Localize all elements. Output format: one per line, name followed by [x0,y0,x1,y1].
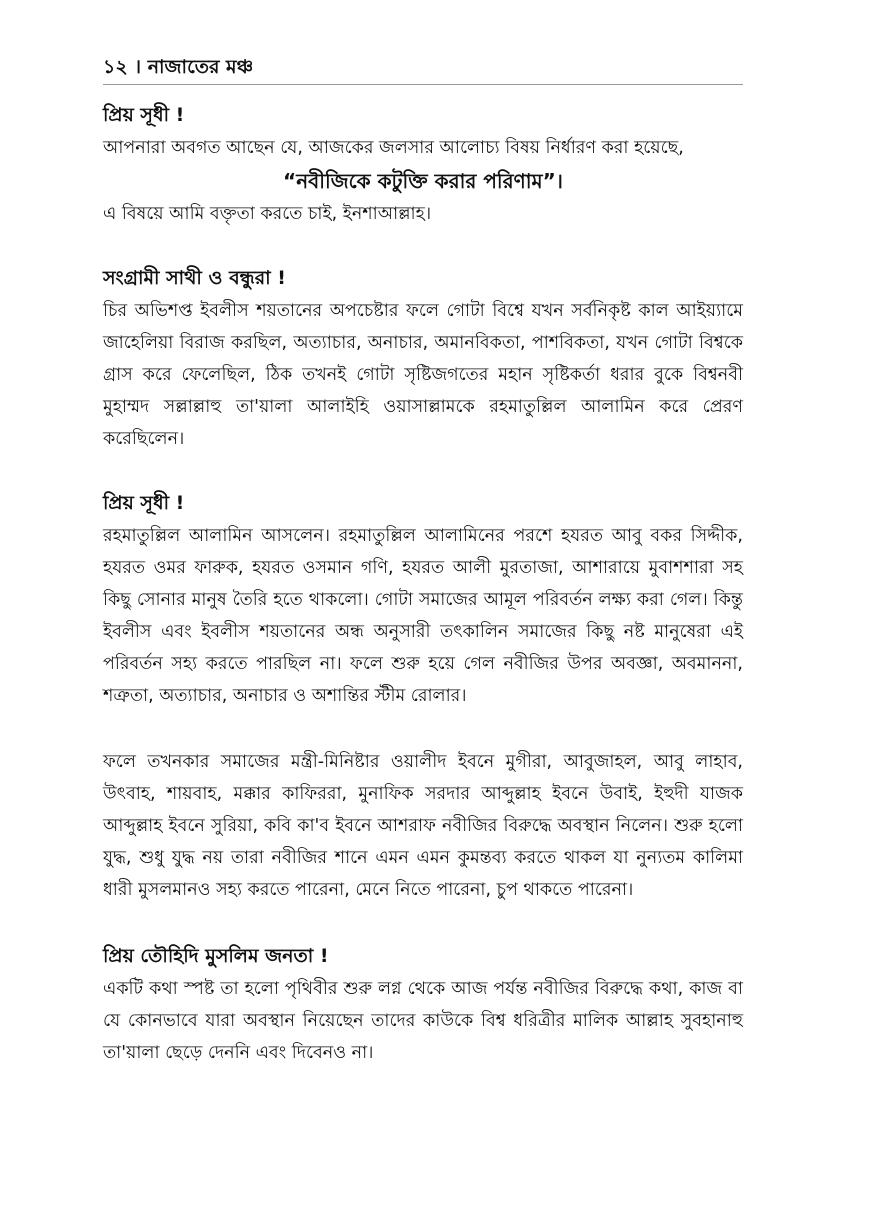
section-audience [103,487,743,712]
book-page [103,52,743,1069]
paragraph: এ বিষয়ে আমি বক্তৃতা করতে চাই, ইনশাআল্লাহ। [103,204,432,224]
paragraph: আপনারা অবগত আছেন যে, আজকের জলসার আলোচ্য বিষয় নির্ধারণ করা হয়েছে, [103,138,684,158]
section-comrades [103,262,743,455]
section-heading: প্রিয় তৌহিদি মুসলিম জনতা ! [103,945,329,967]
speech-title-quote: “নবীজিকে কটুক্তি করার পরিণাম”। [283,169,563,193]
section-heading: সংগ্রামী সাথী ও বন্ধুরা ! [103,267,286,289]
paragraph: একটি কথা স্পষ্ট তা হলো পৃথিবীর শুরু লগ্ন থেকে আজ পর্যন্ত নবীজির বিরুদ্ধে কথা, কাজ বা যে কোনভাবে যারা অবস্থান নিয়েছেন তাদের কাউকে বিশ্ব ধরিত্রীর মালিক আল্লাহ সুবহানাহু তা'য়ালা ছেড়ে দেননি এবং দিবেনও না। [103,979,743,1063]
running-head: ১২ । নাজাতের মঞ্চ [103,52,743,85]
section-heading: প্রিয় সূধী ! [103,104,185,126]
paragraph: ফলে তখনকার সমাজের মন্ত্রী-মিনিষ্টার ওয়ালীদ ইবনে মুগীরা, আবুজাহল, আবু লাহাব, উৎবাহ, শায়বাহ, মক্কার কাফিররা, মুনাফিক সরদার আব্দুল্লাহ ইবনে উবাই, ইহুদী যাজক আব্দুল্লাহ ইবনে সুরিয়া, কবি কা'ব ইবনে আশরাফ নবীজির বিরুদ্ধে অবস্থান নিলেন। শুরু হলো যুদ্ধ, শুধু যুদ্ধ নয় তারা নবীজির শানে এমন এমন কুমন্তব্য করতে থাকল যা নুন্যতম কালিমা ধারী মুসলমানও সহ্য করতে পারেনা, মেনে নিতে পারেনা, চুপ থাকতে পারেনা। [103,752,743,900]
section-intro [103,99,743,230]
paragraph: রহমাতুল্লিল আলামিন আসলেন। রহমাতুল্লিল আলামিনের পরশে হযরত আবু বকর সিদ্দীক, হযরত ওমর ফারুক, হযরত ওসমান গণি, হযরত আলী মুরতাজা, আশারায়ে মুবাশশারা সহ কিছু সোনার মানুষ তৈরি হতে থাকলো। গোটা সমাজের আমূল পরিবর্তন লক্ষ্য করা গেল। কিন্তু ইবলীস এবং ইবলীস শয়তানের অন্ধ অনুসারী তৎকালিন সমাজের কিছু নষ্ট মানুষেরা এই পরিবর্তন সহ্য করতে পারছিল না। ফলে শুরু হয়ে গেল নবীজির উপর অবজ্ঞা, অবমাননা, শত্রুতা, অত্যাচার, অনাচার ও অশান্তির স্টীম রোলার। [103,526,743,706]
section-muslim-public [103,940,743,1069]
section-heading: প্রিয় সূধী ! [103,492,185,514]
section-opposition [103,746,743,906]
paragraph: চির অভিশপ্ত ইবলীস শয়তানের অপচেষ্টার ফলে গোটা বিশ্বে যখন সর্বনিকৃষ্ট কাল আইয়্যামে জাহেলিয়া বিরাজ করছিল, অত্যাচার, অনাচার, অমানবিকতা, পাশবিকতা, যখন গোটা বিশ্বকে গ্রাস করে ফেলেছিল, ঠিক তখনই গোটা সৃষ্টিজগতের মহান সৃষ্টিকর্তা ধরার বুকে বিশ্বনবী মুহাম্মদ সল্লাল্লাহু তা'য়ালা আলাইহি ওয়াসাল্লামকে রহমাতুল্লিল আলামিন করে প্রেরণ করেছিলেন। [103,301,743,449]
